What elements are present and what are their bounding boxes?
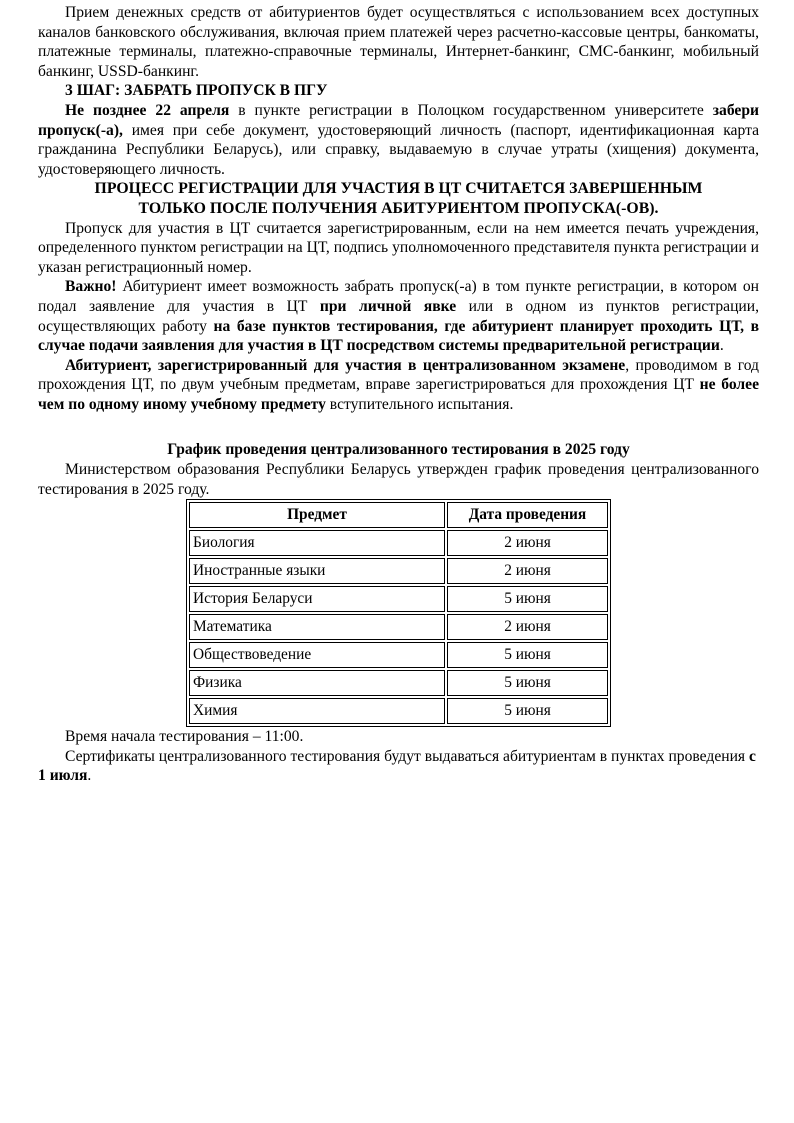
schedule-intro: Министерством образования Республики Беларусь утвержден график проведения централизованного тестирования в 2025 году. xyxy=(38,461,759,498)
table-row xyxy=(189,698,608,724)
certificates-paragraph: Сертификаты централизованного тестирования будут выдаваться абитуриентам в пунктах проведения с 1 июля. xyxy=(38,747,756,785)
date-column-header: Дата проведения xyxy=(447,502,608,528)
document-page xyxy=(38,3,759,786)
subject-cell: Физика xyxy=(189,670,445,696)
after-table-section xyxy=(38,727,759,786)
date-cell: 2 июня xyxy=(447,530,608,556)
subject-cell: История Беларуси xyxy=(189,586,445,612)
table-row xyxy=(189,614,608,640)
table-row xyxy=(189,642,608,668)
exam-registration-paragraph: Абитуриент, зарегистрированный для участия в централизованном экзамене, проводимом в год прохождения ЦТ, по двум учебным предметам, вправе зарегистрироваться для прохождения ЦТ не более чем по одному иному учебному предмету вступительного испытания. xyxy=(38,356,760,413)
pass-registered-paragraph: Пропуск для участия в ЦТ считается зарегистрированным, если на нем имеется печать учреждения, определенного пунктом регистрации на ЦТ, подпись уполномоченного представителя пункта регистрации и указан регистрационный номер. xyxy=(38,219,759,276)
registration-notice-line-1: ПРОЦЕСС РЕГИСТРАЦИИ ДЛЯ УЧАСТИЯ В ЦТ СЧИТАЕТСЯ ЗАВЕРШЕННЫМ xyxy=(94,180,703,198)
table-row xyxy=(189,558,608,584)
date-cell: 5 июня xyxy=(447,642,608,668)
pickup-pass-paragraph: Не позднее 22 апреля в пункте регистрации в Полоцком государственном университете забери пропуск(-а), имея при себе документ, удостоверяющий личность (паспорт, идентификационная карта гражданина Республики Беларусь), или справку, выдаваемую в случае утраты (хищения) документа, удостоверяющего личность. xyxy=(38,101,759,178)
subject-cell: Химия xyxy=(189,698,445,724)
start-time-text: Время начала тестирования – 11:00. xyxy=(65,728,304,746)
date-cell: 2 июня xyxy=(447,614,608,640)
pickup-pass-text: забери пропуск(-а), xyxy=(38,101,759,139)
table-row xyxy=(189,586,608,612)
step-3-heading: 3 ШАГ: ЗАБРАТЬ ПРОПУСК В ПГУ xyxy=(65,82,328,100)
registration-notice-line-2: ТОЛЬКО ПОСЛЕ ПОЛУЧЕНИЯ АБИТУРИЕНТОМ ПРОПУСКА(-ОВ). xyxy=(138,199,659,217)
deadline-text: Не позднее 22 апреля xyxy=(65,101,230,119)
subject-cell: Обществоведение xyxy=(189,642,445,668)
subject-column-header: Предмет xyxy=(189,502,445,528)
spacer xyxy=(38,414,759,440)
date-cell: 5 июня xyxy=(447,586,608,612)
table-row xyxy=(189,670,608,696)
schedule-title: График проведения централизованного тестирования в 2025 году xyxy=(167,441,630,459)
date-cell: 2 июня xyxy=(447,558,608,584)
certificate-date: с 1 июля xyxy=(38,747,756,785)
payment-channels-paragraph: Прием денежных средств от абитуриентов будет осуществляться с использованием всех доступных каналов банковского обслуживания, включая прием платежей через расчетно-кассовые центры, банкоматы, платежные терминалы, платежно-справочные терминалы, Интернет-банкинг, СМС-банкинг, мобильный банкинг, USSD-банкинг. xyxy=(38,4,759,80)
schedule-table xyxy=(186,499,611,727)
date-cell: 5 июня xyxy=(447,698,608,724)
subject-cell: Биология xyxy=(189,530,445,556)
table-header-row xyxy=(189,502,608,528)
date-cell: 5 июня xyxy=(447,670,608,696)
subject-cell: Иностранные языки xyxy=(189,558,445,584)
important-label: Важно! xyxy=(65,278,117,296)
important-paragraph: Важно! Абитуриент имеет возможность забрать пропуск(-а) в том пункте регистрации, в котором он подал заявление для участия в ЦТ при личной явке или в одном из пунктов регистрации, осуществляющих работу на базе пунктов тестирования, где абитуриент планирует проходить ЦТ, в случае подачи заявления для участия в ЦТ посредством системы предварительной регистрации. xyxy=(38,278,759,355)
table-row xyxy=(189,530,608,556)
subject-cell: Математика xyxy=(189,614,445,640)
